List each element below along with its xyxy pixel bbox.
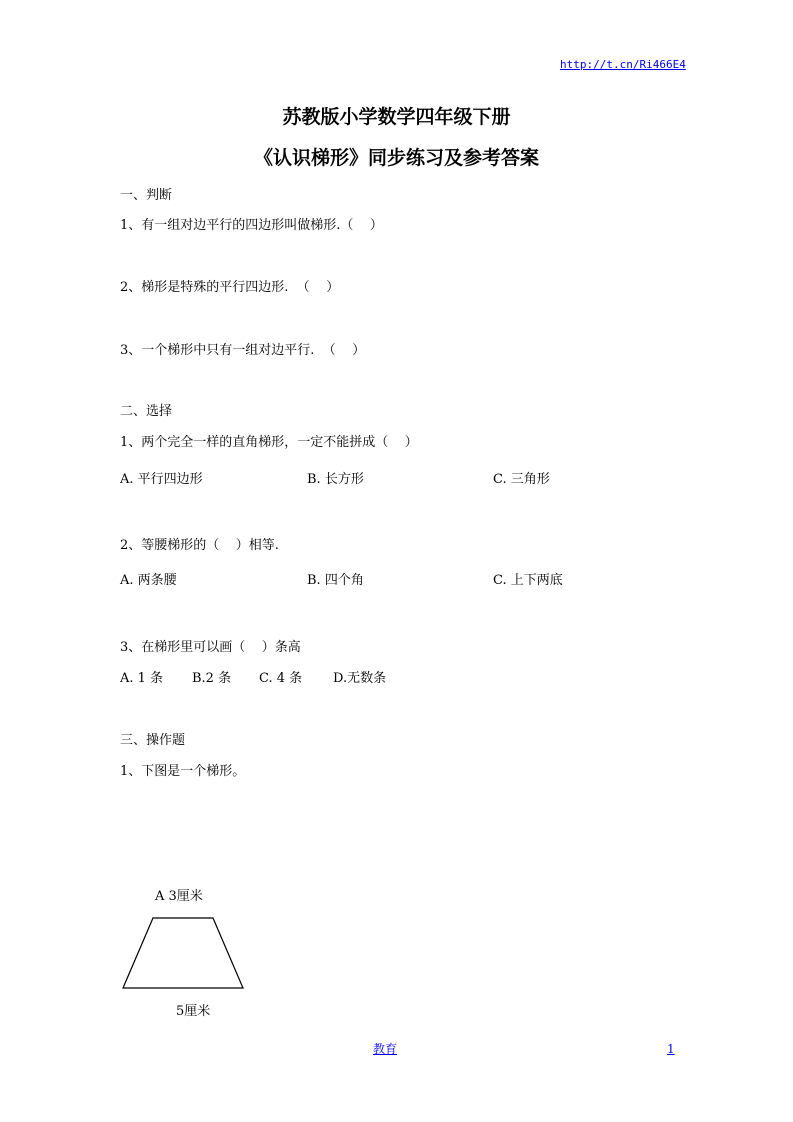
choice-question-2: 2、等腰梯形的（ ）相等. — [120, 538, 279, 553]
operation-question-1: 1、下图是一个梯形。 — [120, 764, 246, 779]
section-heading-operation: 三、操作题 — [120, 733, 186, 748]
choice-1-option-c: C. 三角形 — [493, 472, 550, 487]
judge-question-3: 3、一个梯形中只有一组对边平行. （ ） — [120, 343, 366, 358]
section-heading-judge: 一、判断 — [120, 188, 173, 203]
choice-3-option-d: D.无数条 — [333, 671, 387, 686]
choice-2-option-a: A. 两条腰 — [120, 573, 177, 588]
section-heading-choice: 二、选择 — [120, 404, 173, 419]
judge-question-2: 2、梯形是特殊的平行四边形. （ ） — [120, 280, 340, 295]
choice-2-option-b: B. 四个角 — [307, 573, 364, 588]
trapezoid-figure — [118, 912, 248, 992]
choice-1-option-a: A. 平行四边形 — [120, 472, 203, 487]
trapezoid-bottom-label: 5厘米 — [176, 1004, 211, 1019]
choice-question-1: 1、两个完全一样的直角梯形，一定不能拼成（ ） — [120, 435, 418, 450]
choice-3-option-a: A. 1 条 — [120, 671, 164, 686]
choice-question-3: 3、在梯形里可以画（ ）条高 — [120, 640, 301, 655]
page-subtitle: 《认识梯形》同步练习及参考答案 — [253, 147, 539, 169]
trapezoid-shape — [123, 918, 243, 988]
choice-3-option-c: C. 4 条 — [259, 671, 303, 686]
footer-link[interactable]: 教育 — [373, 1042, 398, 1056]
page-title: 苏教版小学数学四年级下册 — [282, 106, 511, 128]
choice-2-option-c: C. 上下两底 — [493, 573, 563, 588]
choice-3-option-b: B.2 条 — [192, 671, 232, 686]
judge-question-1: 1、有一组对边平行的四边形叫做梯形.（ ） — [120, 218, 383, 233]
trapezoid-top-label: A 3厘米 — [155, 889, 203, 904]
page-number[interactable]: 1 — [667, 1042, 675, 1056]
choice-1-option-b: B. 长方形 — [307, 472, 364, 487]
header-url-link[interactable]: http://t.cn/Ri466E4 — [560, 58, 686, 71]
